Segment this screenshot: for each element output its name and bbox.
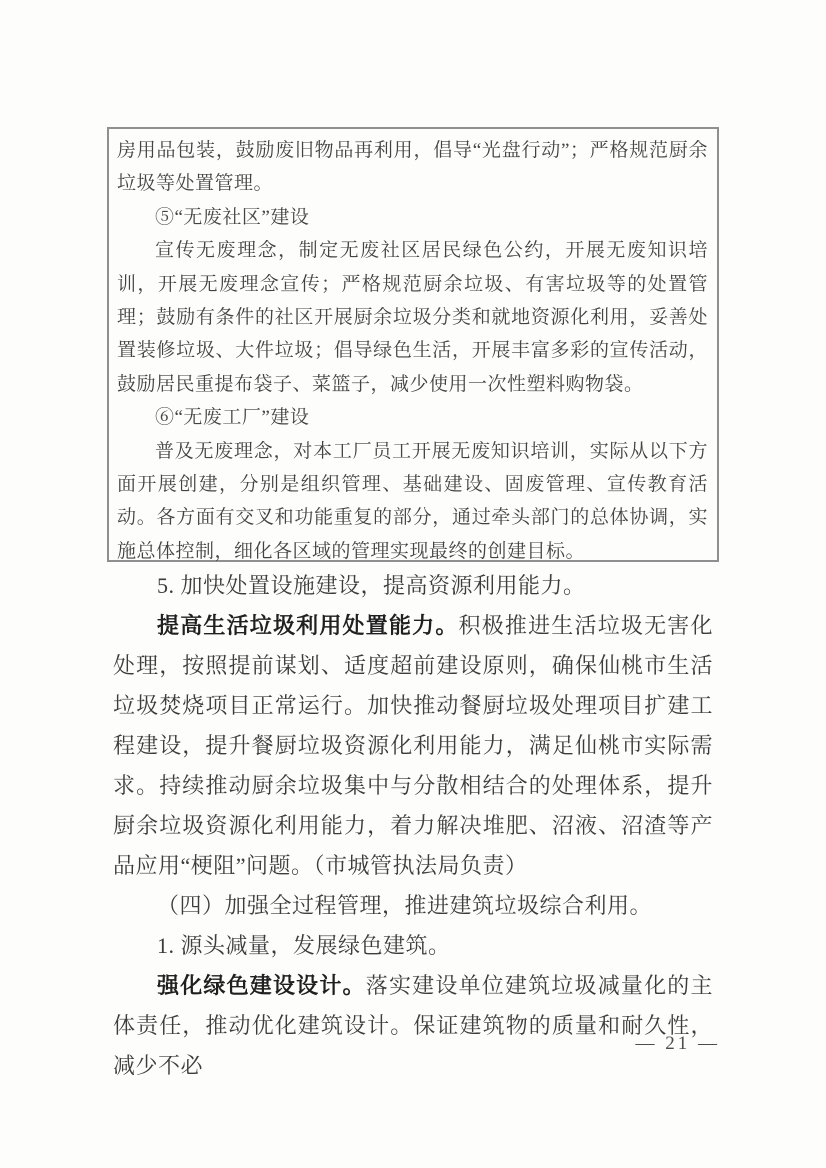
document-body	[113, 566, 713, 1086]
paragraph	[117, 435, 708, 569]
paragraph-text: 宣传无废理念，制定无废社区居民绿色公约，开展无废知识培训，开展无废理念宣传；严格规范厨余垃圾、有害垃圾等的处置管理；鼓励有条件的社区开展厨余垃圾分类和就地资源化利用，妥善处置装修垃圾、大件垃圾；倡导绿色生活，开展丰富多彩的宣传活动，鼓励居民重提布袋子、菜篮子，减少使用一次性塑料购物袋。	[117, 240, 708, 395]
paragraph-text: ⑥“无废工厂”建设	[155, 407, 310, 429]
boxed-text-section	[107, 127, 719, 562]
paragraph-text: 1. 源头减量，发展绿色建筑。	[157, 933, 451, 958]
paragraph-lead-bold: 强化绿色建设设计。	[157, 973, 366, 998]
paragraph-text: 积极推进生活垃圾无害化处理，按照提前谋划、适度超前建设原则，确保仙桃市生活垃圾焚烧项目正常运行。加快推动餐厨垃圾处理项目扩建工程建设，提升餐厨垃圾资源化利用能力，满足仙桃市实际需求。持续推动厨余垃圾集中与分散相结合的处理体系，提升厨余垃圾资源化利用能力，着力解决堆肥、沼液、沼渣等产品应用“梗阻”问题。（市城管执法局负责）	[113, 613, 713, 878]
paragraph	[113, 886, 713, 926]
paragraph	[117, 134, 708, 201]
paragraph-text: 普及无废理念，对本工厂员工开展无废知识培训，实际从以下方面开展创建，分别是组织管理、基础建设、固废管理、宣传教育活动。各方面有交叉和功能重复的部分，通过牵头部门的总体协调，实施总体控制，细化各区域的管理实现最终的创建目标。	[117, 440, 708, 562]
paragraph-text: （四）加强全过程管理，推进建筑垃圾综合利用。	[157, 893, 653, 918]
paragraph	[117, 234, 708, 401]
paragraph	[117, 201, 708, 234]
paragraph	[113, 966, 713, 1086]
paragraph	[113, 566, 713, 606]
paragraph	[113, 926, 713, 966]
paragraph-lead-bold: 提高生活垃圾利用处置能力。	[157, 613, 459, 638]
paragraph-text: 房用品包装，鼓励废旧物品再利用，倡导“光盘行动”；严格规范厨余垃圾等处置管理。	[117, 140, 708, 195]
paragraph-text: 落实建设单位建筑垃圾减量化的主体责任，推动优化建筑设计。保证建筑物的质量和耐久性，减少不必	[113, 973, 713, 1078]
paragraph	[113, 606, 713, 886]
page-number: — 21 —	[635, 1033, 720, 1054]
paragraph-text: ⑤“无废社区”建设	[155, 206, 310, 228]
paragraph	[117, 401, 708, 434]
paragraph-text: 5. 加快处置设施建设，提高资源利用能力。	[157, 573, 586, 598]
